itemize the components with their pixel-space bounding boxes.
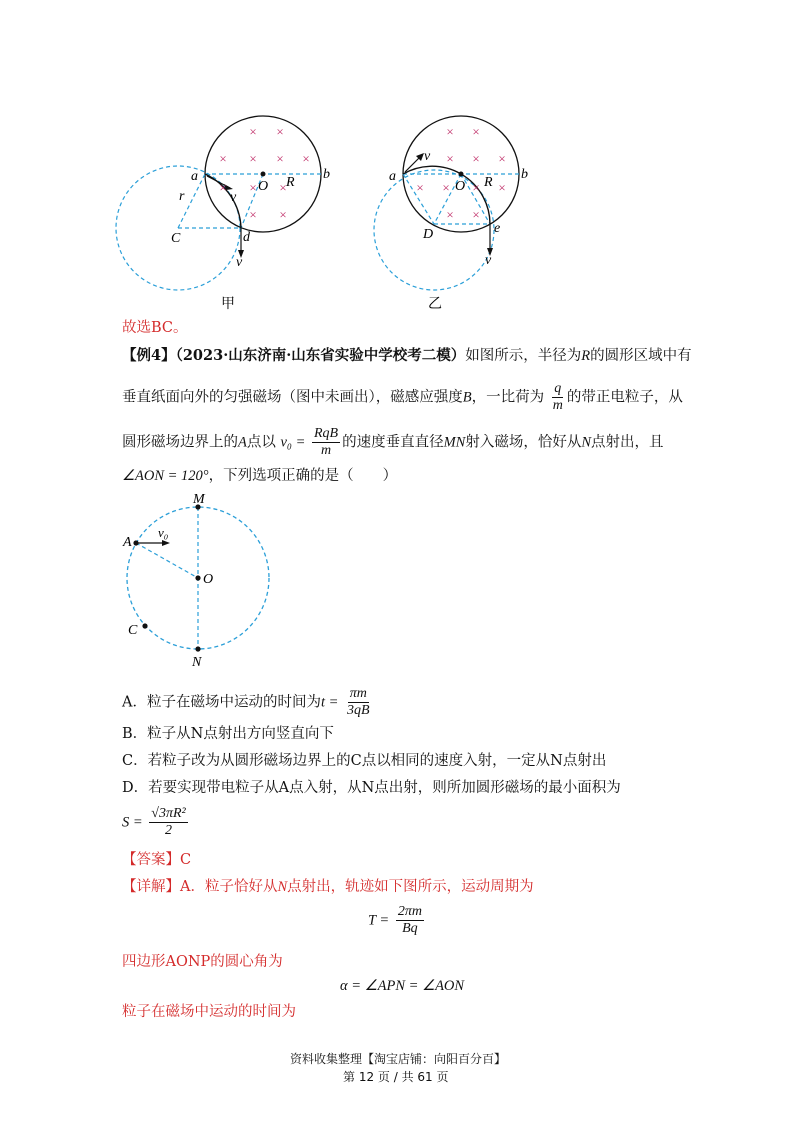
- label-a-right: a: [389, 169, 396, 184]
- point-o-right: [459, 172, 464, 177]
- quad-angle-text: 四边形AONP的圆心角为: [122, 954, 283, 970]
- caption-jia: 甲: [221, 297, 235, 312]
- text: 的速度垂直直径: [342, 434, 444, 451]
- svg-text:×: ×: [472, 151, 480, 166]
- option-d-formula: [122, 806, 190, 839]
- point-c: [142, 623, 147, 628]
- point-n: [195, 646, 200, 651]
- fraction-pim-over-3qb: $\frac{\pi m}{3qB}$: [347, 686, 370, 718]
- label-b-right: b: [521, 167, 528, 182]
- period-formula: [368, 904, 426, 937]
- label-o-right: O: [455, 179, 466, 194]
- point-o: [195, 575, 200, 580]
- svg-text:×: ×: [472, 207, 480, 222]
- label-c: C: [128, 623, 138, 638]
- label-v-a-right: v: [424, 149, 431, 164]
- answer: 【答案】C: [122, 852, 192, 868]
- example-line-4: [122, 466, 397, 486]
- svg-text:×: ×: [249, 207, 257, 222]
- option-b: B．粒子从N点射出方向竖直向下: [122, 726, 334, 742]
- text: 【详解】A．粒子恰好从: [122, 879, 278, 895]
- point-a: [133, 540, 138, 545]
- text: 点以: [246, 434, 276, 451]
- radius-ao: [136, 543, 198, 578]
- label-e-right: e: [494, 221, 501, 236]
- var-B: B: [462, 389, 472, 406]
- t-period-eq: T =: [368, 912, 390, 929]
- label-v-bottom-right: v: [485, 253, 492, 268]
- label-b-left: b: [323, 167, 330, 182]
- svg-text:×: ×: [446, 124, 454, 139]
- example-line-3: [122, 426, 664, 459]
- footer-source: 资料收集整理【淘宝店铺：向阳百分百】: [290, 1052, 507, 1066]
- diagram-jia: [116, 116, 330, 312]
- label-d-right: D: [423, 227, 434, 242]
- example-source: （2023·山东济南·山东省实验中学校考二模）: [175, 347, 466, 364]
- label-o-left: O: [258, 179, 269, 194]
- var-N: N: [581, 434, 591, 451]
- text: 如图所示，半径为: [465, 348, 582, 364]
- detail-line-1: [122, 877, 534, 897]
- text: 垂直纸面向外的匀强磁场（图中未画出），磁感应强度: [122, 389, 463, 406]
- svg-text:×: ×: [446, 207, 454, 222]
- text: 点射出，轨迹如下图所示，运动周期为: [287, 879, 534, 895]
- text: 点射出，且: [591, 434, 664, 451]
- footer-page-number: 第 12 页 / 共 61 页: [343, 1070, 449, 1084]
- svg-text:×: ×: [219, 151, 227, 166]
- example-tag: 【例4】: [122, 347, 176, 364]
- time-text: 粒子在磁场中运动的时间为: [122, 1004, 296, 1020]
- v0-eq: v₀ =: [280, 434, 306, 451]
- text: ，下列选项正确的是（ ）: [208, 468, 398, 484]
- text: 圆形磁场边界上的: [122, 434, 238, 451]
- example-line-1: [122, 346, 692, 366]
- label-r-left: R: [286, 175, 295, 190]
- svg-text:×: ×: [219, 180, 227, 195]
- point-o-left: [261, 172, 266, 177]
- text: 的圆形区域中有: [590, 348, 692, 364]
- t-eq: t =: [320, 694, 339, 711]
- svg-text:×: ×: [249, 180, 257, 195]
- var-MN: MN: [443, 434, 466, 451]
- svg-text:×: ×: [276, 124, 284, 139]
- label-v0: v₀: [158, 525, 169, 540]
- svg-text:×: ×: [249, 124, 257, 139]
- label-d-left: d: [243, 230, 250, 245]
- alpha-formula: α = ∠APN = ∠AON: [340, 978, 465, 994]
- text: ，一比荷为: [471, 389, 545, 406]
- s-eq: S =: [122, 814, 143, 831]
- svg-text:×: ×: [249, 151, 257, 166]
- caption-yi: 乙: [428, 297, 442, 312]
- fraction-rqb-over-m: $\frac{\text{RqB}}{m}$: [313, 426, 339, 458]
- option-a: [122, 686, 374, 719]
- label-v-bottom-left: v: [236, 255, 243, 270]
- svg-text:×: ×: [446, 151, 454, 166]
- option-c: C．若粒子改为从圆形磁场边界上的C点以相同的速度入射，一定从N点射出: [122, 753, 607, 769]
- var-A: A: [238, 434, 247, 451]
- label-v-a-left: v: [230, 190, 237, 205]
- label-m: M: [193, 492, 205, 507]
- previous-answer: 故选BC。: [122, 320, 188, 336]
- fraction-2pim-over-bq: $\frac{2\pi m}{Bq}$: [397, 904, 422, 936]
- svg-text:×: ×: [416, 180, 424, 195]
- figure-jia-yi: [110, 100, 550, 320]
- svg-text:×: ×: [498, 180, 506, 195]
- svg-text:×: ×: [442, 180, 450, 195]
- svg-text:×: ×: [472, 124, 480, 139]
- svg-text:×: ×: [498, 151, 506, 166]
- label-r-small: r: [179, 189, 185, 204]
- label-a: A: [123, 535, 132, 550]
- svg-text:×: ×: [276, 151, 284, 166]
- text: 的带正电粒子，从: [566, 389, 683, 406]
- text: A．粒子在磁场中运动的时间为: [122, 694, 321, 711]
- label-c-left: C: [171, 231, 181, 246]
- angle-aon: ∠AON = 120°: [122, 468, 209, 484]
- svg-text:×: ×: [302, 151, 310, 166]
- option-d: D．若要实现带电粒子从A点入射，从N点出射，则所加圆形磁场的最小面积为: [122, 780, 621, 796]
- fraction-area: $\frac{\text{√3πR²}}{2}$: [151, 806, 186, 838]
- text: 射入磁场，恰好从: [465, 434, 582, 451]
- fraction-q-over-m: $\frac{q}{m}$: [552, 381, 563, 413]
- var-R: R: [581, 348, 591, 364]
- label-r-right: R: [484, 175, 493, 190]
- example-line-2: [122, 381, 683, 414]
- svg-text:×: ×: [279, 180, 287, 195]
- label-o: O: [203, 572, 214, 587]
- svg-text:×: ×: [472, 180, 480, 195]
- figure-mn-circle: [118, 490, 278, 670]
- diagram-yi: [374, 116, 528, 312]
- var-N: N: [277, 879, 288, 895]
- label-a-left: a: [191, 169, 198, 184]
- label-n: N: [192, 655, 202, 670]
- svg-text:×: ×: [279, 207, 287, 222]
